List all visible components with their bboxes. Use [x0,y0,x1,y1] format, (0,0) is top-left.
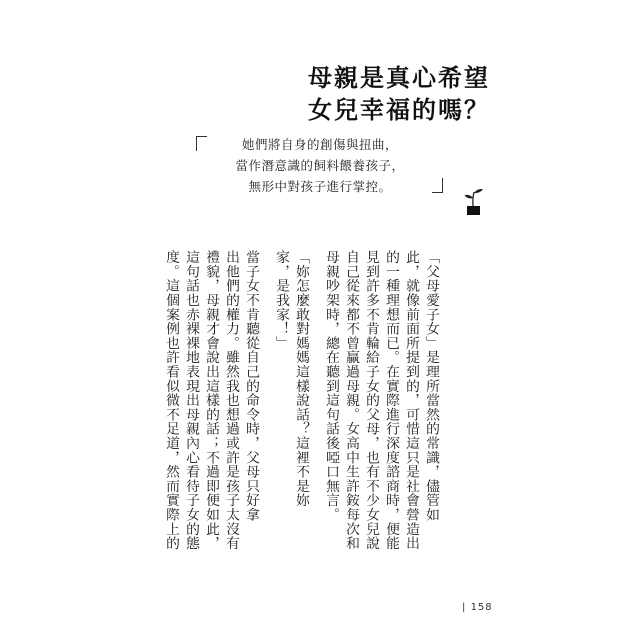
pull-quote-line: 無形中對孩子進行掌控。 [248,179,392,194]
body-text-column: 出他們的權力。雖然我也想過或許是孩子太沒有 [223,250,239,551]
body-text-column: 禮貌，母親才會說出這樣的話；不過即便如此， [203,250,219,551]
pull-quote-line: 她們將自身的創傷與扭曲， [241,137,398,152]
page-number: | 158 [462,602,493,613]
body-text-column: 當子女不肯聽從自己的命令時，父母只好拿 [243,250,259,522]
page-title-line-2: 女兒幸福的嗎？ [308,96,490,124]
body-text-column: 見到許多不肯輪給子女的父母，也有不少女兒說 [363,250,379,551]
quote-open-bracket [196,136,207,151]
body-text-column: 這句話也赤裸裸地表現出母親內心看待子女的態 [183,250,199,551]
quoted-speech-column: 「妳怎麼敢對媽媽這樣說話？這裡不是妳 [293,250,309,508]
pull-quote [210,134,430,197]
body-text-column: 的一種理想而已。在實際進行深度諮商時，便能 [383,250,399,551]
pull-quote-line: 當作潛意識的飼料餵養孩子， [235,158,405,173]
body-text-column: 「父母愛子女」是理所當然的常識，儘管如 [423,250,439,522]
page-number-value: 158 [470,602,493,613]
page-title-line-1: 母親是真心希望 [308,64,490,92]
body-text-column: 此，就像前面所提到的，可惜這只是社會營造出 [403,250,419,551]
body-text-column: 母親吵架時，總在聽到這句話後啞口無言。 [323,250,339,522]
quoted-speech-column: 家，是我家！」 [273,250,289,351]
body-text-column: 自己從來都不曾贏過母親。女高中生許銨每次和 [343,250,359,551]
body-text-column: 度。這個案例也許看似微不足道，然而實際上的 [163,250,179,551]
quote-close-bracket [432,178,443,193]
potted-plant-icon [460,186,486,216]
